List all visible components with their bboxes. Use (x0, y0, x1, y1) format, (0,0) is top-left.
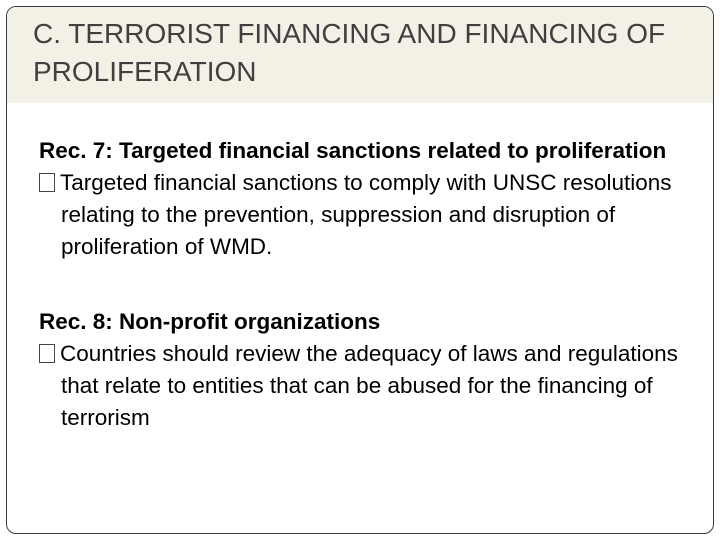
section-gap (39, 263, 699, 306)
title-band (7, 7, 713, 103)
slide-frame (6, 6, 714, 534)
rec-7-heading: Rec. 7: Targeted financial sanctions related to proliferation (39, 138, 667, 163)
rec-8-bullet-item (39, 338, 699, 434)
slide-title: C. TERRORIST FINANCING AND FINANCING OF PROLIFERATION (33, 18, 666, 87)
rec-7-bullet-text: Targeted financial sanctions to comply with UNSC resolutions relating to the prevention, suppression and disruption of proliferation of WMD. (60, 170, 672, 259)
rec-7-bullet-item (39, 167, 699, 263)
box-bullet-icon (39, 173, 55, 192)
rec-8-heading: Rec. 8: Non-profit organizations (39, 309, 381, 334)
slide-content (39, 135, 699, 434)
rec-8-bullet-text: Countries should review the adequacy of laws and regulations that relate to entities that can be abused for the financing of terrorism (60, 341, 678, 430)
box-bullet-icon (39, 344, 55, 363)
